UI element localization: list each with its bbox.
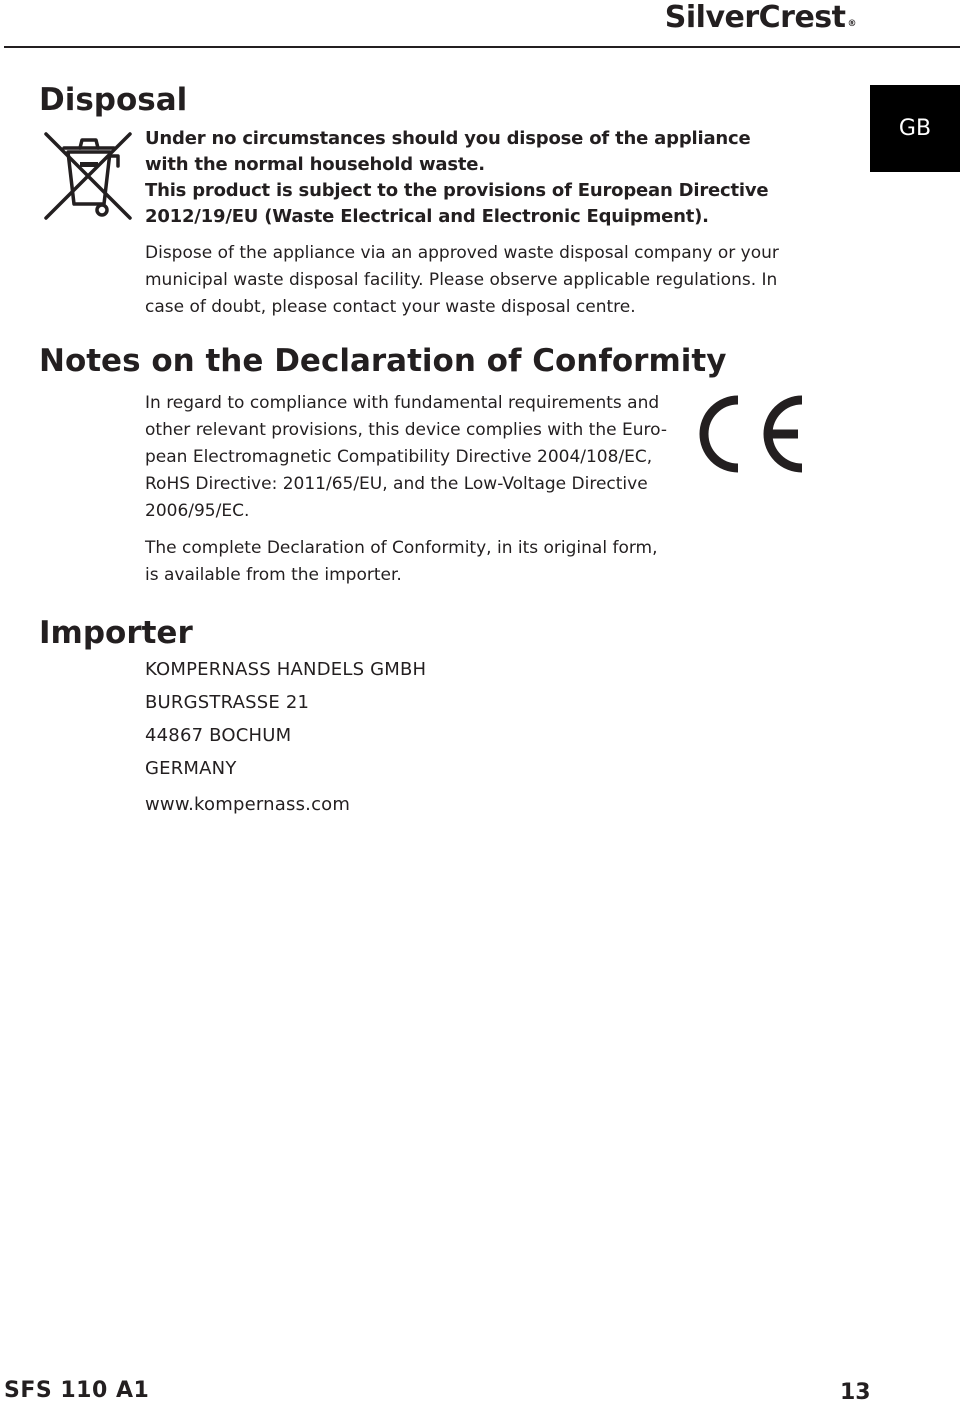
language-tab [870, 85, 960, 172]
conformity-availability-line: is available from the importer. [145, 565, 402, 585]
crossed-out-wheelie-bin-icon [42, 126, 134, 222]
ce-mark-icon [690, 392, 810, 476]
disposal-warning-line: Under no circumstances should you dispose of the appliance [145, 128, 751, 149]
registered-mark: ® [847, 19, 856, 29]
conformity-line: RoHS Directive: 2011/65/EU, and the Low-Voltage Directive [145, 474, 648, 494]
disposal-warning-line: 2012/19/EU (Waste Electrical and Electronic Equipment). [145, 206, 709, 227]
disposal-body-line: Dispose of the appliance via an approved waste disposal company or your [145, 243, 779, 263]
conformity-line: pean Electromagnetic Compatibility Directive 2004/108/EC, [145, 447, 653, 467]
disposal-body-line: municipal waste disposal facility. Please observe applicable regulations. In [145, 270, 778, 290]
page-number: 13 [840, 1380, 871, 1405]
brand-name: SilverCrest [664, 0, 846, 35]
footer-model: SFS 110 A1 [4, 1378, 150, 1403]
conformity-availability-line: The complete Declaration of Conformity, in its original form, [145, 538, 658, 558]
importer-country: GERMANY [145, 758, 237, 779]
importer-city: 44867 BOCHUM [145, 725, 292, 746]
conformity-line: other relevant provisions, this device complies with the Euro- [145, 420, 667, 440]
importer-company: KOMPERNASS HANDELS GMBH [145, 659, 427, 680]
disposal-heading: Disposal [39, 82, 188, 118]
conformity-paragraph [145, 390, 667, 525]
conformity-line: In regard to compliance with fundamental requirements and [145, 393, 660, 413]
conformity-heading: Notes on the Declaration of Conformity [39, 343, 727, 379]
conformity-availability [145, 535, 658, 589]
language-tab-label: GB [898, 116, 932, 141]
disposal-warning [145, 126, 768, 230]
conformity-line: 2006/95/EC. [145, 501, 250, 521]
disposal-body-line: case of doubt, please contact your waste disposal centre. [145, 297, 636, 317]
importer-street: BURGSTRASSE 21 [145, 692, 310, 713]
disposal-warning-line: with the normal household waste. [145, 154, 485, 175]
disposal-warning-line: This product is subject to the provisions of European Directive [145, 180, 769, 201]
disposal-body [145, 240, 779, 321]
importer-website[interactable]: www.kompernass.com [145, 794, 351, 815]
importer-heading: Importer [39, 615, 193, 651]
brand-logo [665, 0, 856, 36]
header-rule [4, 46, 960, 48]
